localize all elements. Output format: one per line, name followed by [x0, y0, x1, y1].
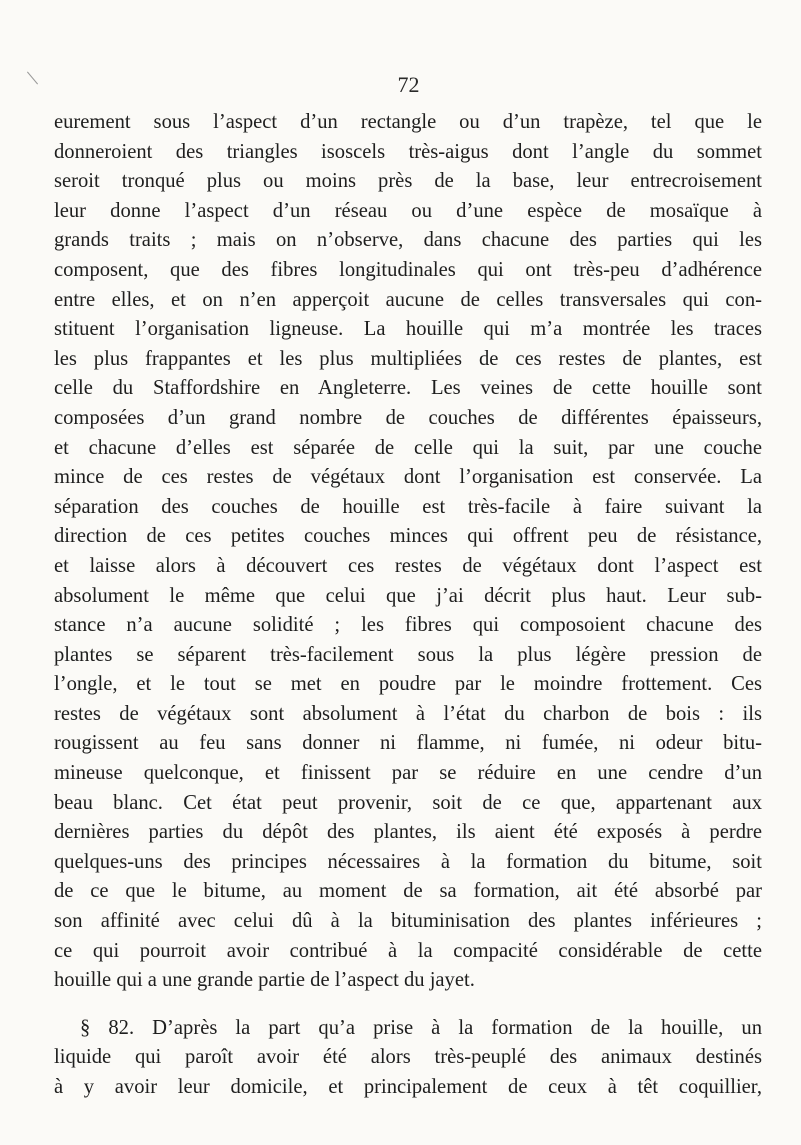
paragraph-spacer [54, 996, 762, 1014]
text-line: de ce que le bitume, au moment de sa formation, ait été absorbé par [54, 880, 762, 903]
text-line: composent, que des fibres longitudinales qui ont très-peu d’adhérence [54, 258, 762, 281]
text-line: et laisse alors à découvert ces restes de végétaux dont l’aspect est [54, 554, 762, 577]
text-line: grands traits ; mais on n’observe, dans chacune des parties qui les [54, 229, 762, 252]
text-line: seroit tronqué plus ou moins près de la base, leur entrecroisement [54, 170, 762, 193]
text-line: eurement sous l’aspect d’un rectangle ou d’un trapèze, tel que le [54, 111, 762, 133]
text-line: séparation des couches de houille est très-facile à faire suivant la [54, 495, 762, 518]
text-line: ce qui pourroit avoir contribué à la compacité considérable de cette [54, 939, 762, 962]
text-line: leur donne l’aspect d’un réseau ou d’une espèce de mosaïque à [54, 199, 762, 222]
text-line: les plus frappantes et les plus multipliées de ces restes de plantes, est [54, 347, 762, 370]
text-line: à y avoir leur domicile, et principalement de ceux à têt coquillier, [54, 1076, 762, 1098]
text-line: direction de ces petites couches minces qui offrent peu de résistance, [54, 525, 762, 548]
text-line: mince de ces restes de végétaux dont l’organisation est conservée. La [54, 466, 762, 489]
body-text [54, 108, 762, 1103]
text-line: mineuse quelconque, et finissent par se réduire en une cendre d’un [54, 762, 762, 785]
text-line: plantes se séparent très-facilement sous la plus légère pression de [54, 643, 762, 666]
text-line: beau blanc. Cet état peut provenir, soit de ce que, appartenant aux [54, 791, 762, 814]
text-line: stituent l’organisation ligneuse. La houille qui m’a montrée les traces [54, 318, 762, 341]
section-heading-line: § 82. D’après la part qu’a prise à la formation de la houille, un [80, 1016, 762, 1039]
text-line: entre elles, et on n’en apperçoit aucune de celles transversales qui con- [54, 288, 762, 311]
page-number: 72 [397, 72, 420, 97]
text-line: l’ongle, et le tout se met en poudre par le moindre frottement. Ces [54, 673, 762, 696]
text-line: rougissent au feu sans donner ni flamme, ni fumée, ni odeur bitu- [54, 732, 762, 755]
paragraph-1 [54, 108, 762, 996]
text-line: liquide qui paroît avoir été alors très-peuplé des animaux destinés [54, 1046, 762, 1069]
text-line: celle du Staffordshire en Angleterre. Les veines de cette houille sont [54, 377, 762, 400]
text-line: son affinité avec celui dû à la bituminisation des plantes inférieures ; [54, 910, 762, 933]
text-line: donneroient des triangles isoscels très-aigus dont l’angle du sommet [54, 140, 762, 163]
text-line: absolument le même que celui que j’ai décrit plus haut. Leur sub- [54, 584, 762, 607]
text-line: composées d’un grand nombre de couches de différentes épaisseurs, [54, 406, 762, 429]
paragraph-2 [54, 1014, 762, 1103]
text-line: quelques-uns des principes nécessaires à la formation du bitume, soit [54, 850, 762, 873]
text-line: houille qui a une grande partie de l’aspect du jayet. [54, 969, 475, 992]
text-line: restes de végétaux sont absolument à l’état du charbon de bois : ils [54, 702, 762, 725]
text-line: et chacune d’elles est séparée de celle qui la suit, par une couche [54, 436, 762, 459]
text-line: stance n’a aucune solidité ; les fibres qui composoient chacune des [54, 614, 762, 637]
text-line: dernières parties du dépôt des plantes, ils aient été exposés à perdre [54, 821, 762, 844]
